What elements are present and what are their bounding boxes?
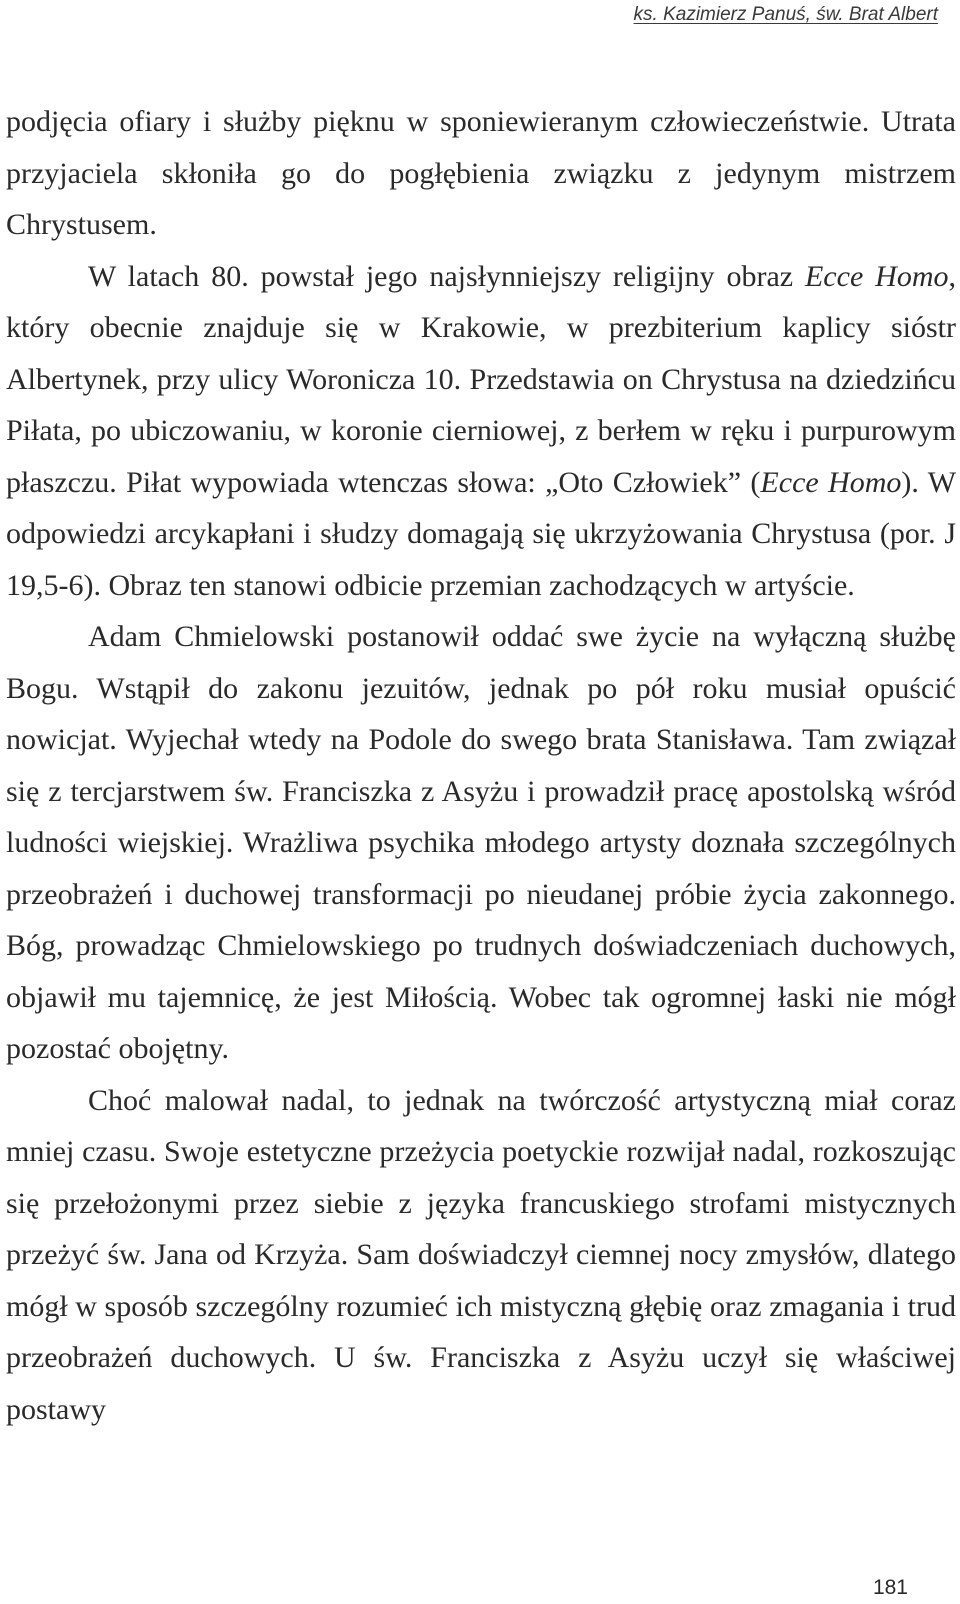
text-run: Choć malował nadal, to jednak na twórczość artystyczną miał coraz mniej czasu. Swoje estetyczne przeżycia poetyckie rozwijał nadal, rozkoszując się przełożonymi przez siebie z języka francuskiego strofami mistycznych przeżyć św. Jana od Krzyża. Sam doświadczył ciemnej nocy zmysłów, dlatego mógł w sposób szczególny rozumieć ich mistyczną głębię oraz zmagania i trud przeobrażeń duchowych. U św. Franciszka z Asyżu uczył się właściwej postawy bbox=[6, 1083, 956, 1426]
italic-text: Ecce Homo bbox=[804, 259, 949, 293]
paragraph bbox=[6, 1075, 956, 1436]
page-number: 181 bbox=[872, 1576, 908, 1599]
paragraph bbox=[6, 611, 956, 1075]
paragraph bbox=[6, 251, 956, 612]
text-run: Adam Chmielowski postanowił oddać swe życie na wyłączną służbę Bogu. Wstąpił do zakonu jezuitów, jednak po pół roku musiał opuścić nowicjat. Wyjechał wtedy na Podole do swego brata Stanisława. Tam związał się z tercjarstwem św. Franciszka z Asyżu i prowadził pracę apostolską wśród ludności wiejskiej. Wrażliwa psychika młodego artysty doznała szczególnych przeobrażeń i duchowej transformacji po nieudanej próbie życia zakonnego. Bóg, prowadząc Chmielowskiego po trudnych doświadczeniach duchowych, objawił mu tajemnicę, że jest Miłością. Wobec tak ogromnej łaski nie mógł pozostać obojętny. bbox=[6, 620, 956, 1065]
text-run: podjęcia ofiary i służby pięknu w sponiewieranym człowieczeństwie. Utrata przyjaciela skłoniła go do pogłębienia związku z jedynym mistrzem Chrystusem. bbox=[6, 105, 956, 241]
paragraph bbox=[6, 96, 956, 251]
body-text bbox=[6, 96, 956, 1435]
text-run: W latach 80. powstał jego najsłynniejszy religijny obraz bbox=[88, 259, 805, 293]
text-run: , który obecnie znajduje się w Krakowie, w prezbiterium kaplicy sióstr Albertynek, przy ulicy Woronicza 10. Przedstawia on Chrystusa na dziedzińcu Piłata, po ubiczowaniu, w koronie cierniowej, z berłem w ręku i purpurowym płaszczu. Piłat wypowiada wtenczas słowa: „Oto Człowiek” ( bbox=[6, 259, 956, 499]
running-header: ks. Kazimierz Panuś, św. Brat Albert bbox=[633, 4, 938, 25]
text-run: ). W odpowiedzi arcykapłani i słudzy domagają się ukrzyżowania Chrystusa (por. J 19,5-6). Obraz ten stanowi odbicie przemian zachodzących w artyście. bbox=[6, 465, 957, 602]
italic-text: Ecce Homo bbox=[760, 465, 902, 499]
